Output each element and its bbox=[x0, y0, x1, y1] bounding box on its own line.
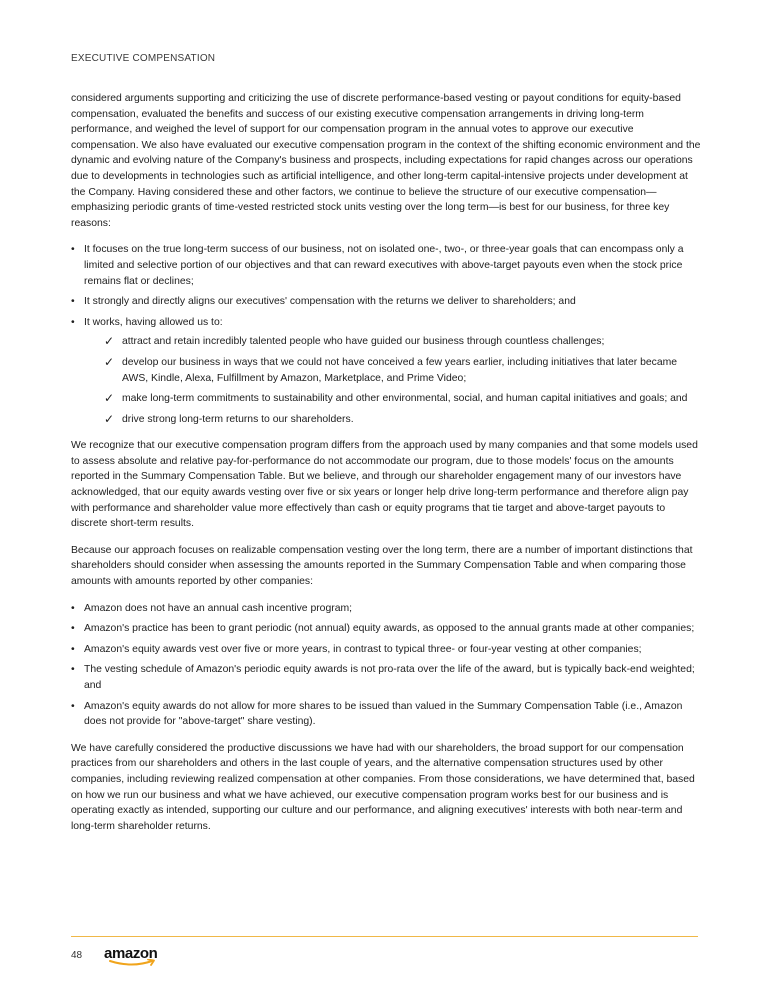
distinction-item: • Amazon's practice has been to grant periodic (not annual) equity awards, as opposed to the annual grants made at other companies; bbox=[71, 621, 701, 637]
page-number: 48 bbox=[71, 950, 83, 961]
reason-item: • It focuses on the true long-term success of our business, not on isolated one-, two-, or three-year goals that can encompass only a limited and selective portion of our objectives and that can reward executives with above-target payouts even when the stock price remains flat or declines; bbox=[71, 242, 701, 289]
distinction-item: • Amazon's equity awards do not allow for more shares to be issued than valued in the Summary Compensation Table (i.e., Amazon does not provide for "above-target" share vesting). bbox=[71, 699, 701, 730]
checkmark-icon: ✓ bbox=[104, 354, 115, 369]
accomplishment-item: ✓ attract and retain incredibly talented people who have guided our business through countless challenges; bbox=[104, 334, 605, 349]
reason-item: • It strongly and directly aligns our executives' compensation with the returns we deliver to shareholders; and bbox=[71, 294, 701, 310]
accomplishment-item: ✓ make long-term commitments to sustainability and other environmental, social, and human capital initiatives and goals; and bbox=[104, 391, 688, 406]
accomplishment-item: ✓ develop our business in ways that we could not have conceived a few years earlier, including initiatives that later became AWS, Kindle, Alexa, Fulfillment by Amazon, Marketplace, and Prime Video; bbox=[104, 354, 678, 384]
checkmark-icon: ✓ bbox=[104, 391, 115, 406]
amazon-logo bbox=[104, 946, 164, 968]
reason-item: • It works, having allowed us to: ✓ attract and retain incredibly talented people who have guided our business through countless challenges; ✓ develop our business in ways that we could not have conceived a few years earlier, including initiatives that later became AWS, Kindle, Alexa, Fulfillment by Amazon, Marketplace, and Prime Video; ✓ make long-term commitments to sustainability and other environmental, social, and human capital initiatives and goals; and ✓ drive strong long-term returns to our shareholders. bbox=[71, 315, 701, 428]
reasons-list bbox=[71, 242, 701, 427]
distinction-item: • Amazon does not have an annual cash incentive program; bbox=[71, 601, 701, 617]
accomplishments-list bbox=[84, 334, 701, 427]
paragraph-pay-for-performance: We recognize that our executive compensation program differs from the approach used by many companies and that some models used to assess absolute and relative pay-for-performance do not accommodate our program, due to those models' focus on the amounts reported in the Summary Compensation Table. But we believe, and through our shareholder engagement many of our investors have acknowledged, that our equity awards vesting over five or six years or longer help drive long-term performance and therefore align pay with performance and shareholder value more effectively than cash or equity programs that tie target and above-target payouts to discrete short-term results. bbox=[71, 440, 698, 530]
smile-arrow-icon bbox=[108, 959, 160, 968]
checkmark-icon: ✓ bbox=[104, 334, 115, 349]
distinction-item: • Amazon's equity awards vest over five or more years, in contrast to typical three- or four-year vesting at other companies; bbox=[71, 642, 701, 658]
distinctions-list bbox=[71, 601, 701, 730]
section-header: EXECUTIVE COMPENSATION bbox=[71, 53, 216, 64]
footer-rule bbox=[71, 936, 698, 937]
logo-wordmark: amazon bbox=[104, 945, 158, 962]
accomplishment-item: ✓ drive strong long-term returns to our shareholders. bbox=[104, 411, 354, 426]
intro-paragraph: considered arguments supporting and criticizing the use of discrete performance-based vesting or payout conditions for equity-based compensation, evaluated the benefits and success of our existing executive compensation arrangements in driving long-term performance, and weighed the level of support for our compensation program in the annual votes to approve our executive compensation. We also have evaluated our executive compensation program in the context of the shifting economic environment and the dynamic and evolving nature of the Company's business and prospects, including expectations for rapid changes across our operations due to developments in technologies such as artificial intelligence, and other long-term capital-intensive projects under development at the Company. Having considered these and other factors, we continue to believe the structure of our executive compensation—emphasizing periodic grants of time-vested restricted stock units vesting over the long term—is best for our business, for three key reasons: bbox=[71, 93, 701, 229]
main-content bbox=[71, 91, 701, 845]
paragraph-conclusion: We have carefully considered the productive discussions we have had with our shareholders, the broad support for our compensation practices from our shareholders and others in the last couple of years, and the alternative compensation structures used by other companies, including reviewing realized compensation at other companies. From those considerations, we have determined that, based on how we run our business and what we have achieved, our executive compensation program works best for our business and is operating exactly as intended, supporting our culture and our performance, and aligning executives' interests with both near-term and long-term shareholder returns. bbox=[71, 742, 695, 832]
checkmark-icon: ✓ bbox=[104, 411, 115, 426]
paragraph-distinctions-intro: Because our approach focuses on realizable compensation vesting over the long term, there are a number of important distinctions that shareholders should consider when assessing the amounts reported in the Summary Compensation Table and when comparing those amounts with amounts reported by other companies: bbox=[71, 544, 693, 588]
distinction-item: • The vesting schedule of Amazon's periodic equity awards is not pro-rata over the life of the award, but is typically back-end weighted; and bbox=[71, 662, 701, 693]
